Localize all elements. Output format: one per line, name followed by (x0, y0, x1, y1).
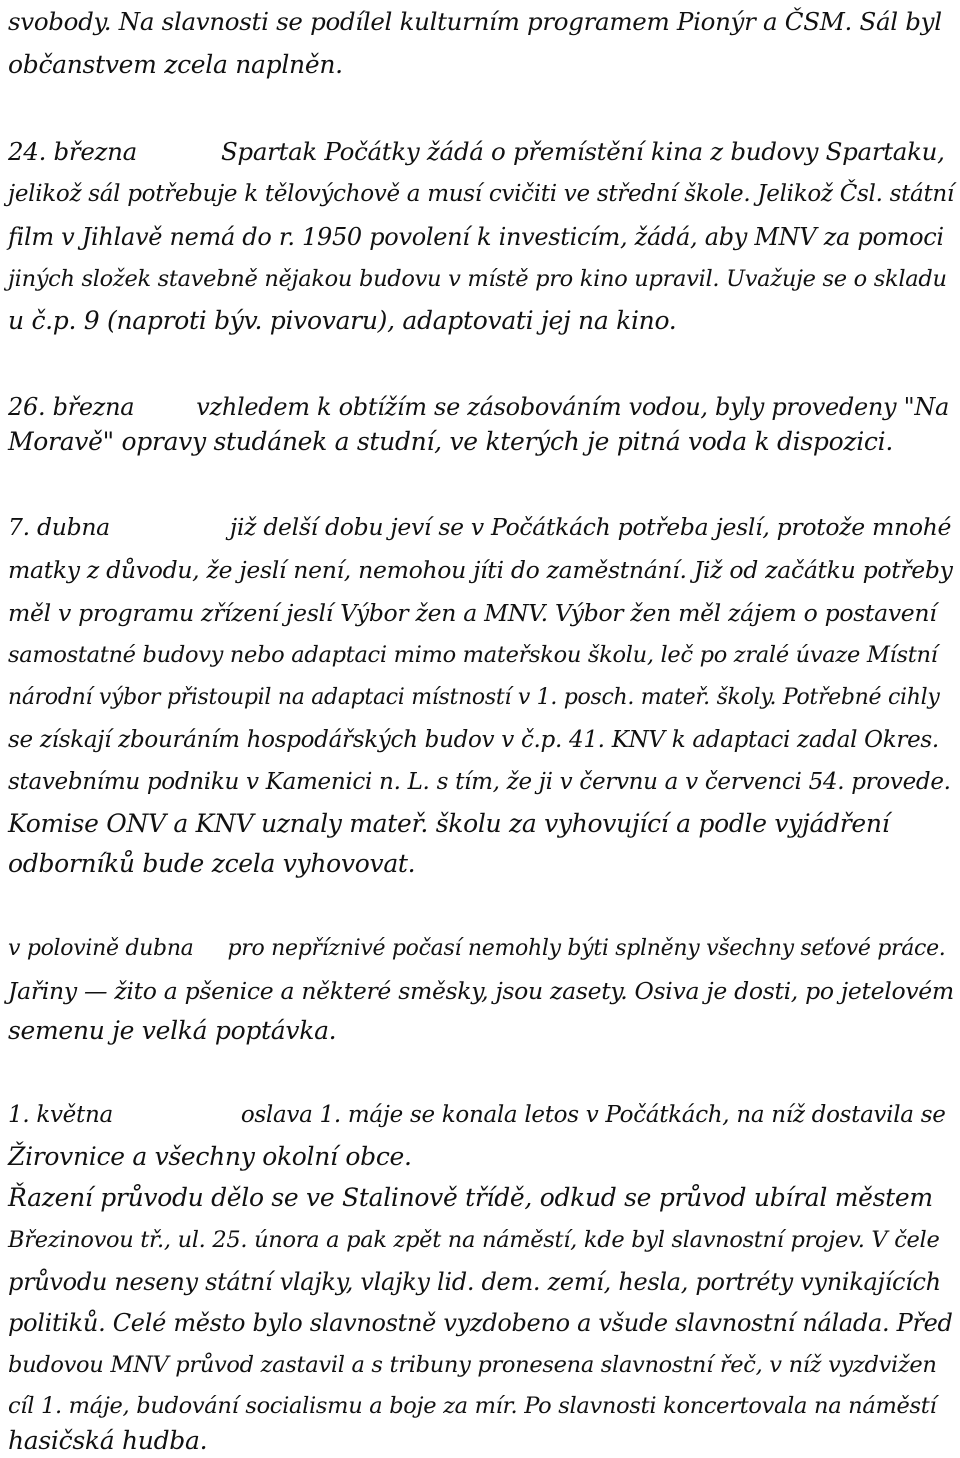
entry-date: 24. března (8, 137, 137, 166)
text-line: samostatné budovy nebo adaptaci mimo mateřskou školu, leč po zralé úvaze Místní (8, 642, 938, 668)
text-line: matky z důvodu, že jeslí není, nemohou jíti do zaměstnání. Již od začátku potřeby (8, 556, 953, 584)
text-line: u č.p. 9 (naproti býv. pivovaru), adaptovati jej na kino. (8, 306, 677, 335)
text-line: vzhledem k obtížím se zásobováním vodou, byly provedeny "Na (196, 393, 950, 421)
entry-date: v polovině dubna (8, 936, 194, 961)
text-line: jiných složek stavebně nějakou budovu v místě pro kino upravil. Uvažuje se o skladu (8, 266, 947, 292)
text-line: semenu je velká poptávka. (8, 1016, 337, 1045)
entry-march-24 (8, 135, 945, 169)
entry-mid-april (8, 932, 945, 966)
text-line: se získají zbouráním hospodářských budov v č.p. 41. KNV k adaptaci zadal Okres. (8, 727, 939, 753)
text-line: cíl 1. máje, budování socialismu a boje za mír. Po slavnosti koncertovala na náměstí (8, 1393, 937, 1419)
text-line: Spartak Počátky žádá o přemístění kina z budovy Spartaku, (220, 137, 945, 166)
text-line: pro nepříznivé počasí nemohly býti splněny všechny seťové práce. (227, 936, 946, 961)
text-line: Žirovnice a všechny okolní obce. (8, 1142, 412, 1171)
text-line: stavebnímu podniku v Kamenici n. L. s tím, že ji v červnu a v červenci 54. provede. (8, 769, 951, 795)
entry-date: 1. května (8, 1102, 113, 1128)
text-line: měl v programu zřízení jeslí Výbor žen a MNV. Výbor žen měl zájem o postavení (8, 599, 937, 627)
entry-date: 26. března (8, 393, 135, 421)
text-line: film v Jihlavě nemá do r. 1950 povolení k investicím, žádá, aby MNV za pomoci (8, 223, 944, 251)
text-line: hasičská hudba. (8, 1426, 208, 1455)
text-line: Jařiny — žito a pšenice a některé směsky, jsou zasety. Osiva je dosti, po jetelovém (8, 977, 954, 1005)
text-line: oslava 1. máje se konala letos v Počátkách, na níž dostavila se (240, 1102, 946, 1128)
entry-may-1 (8, 1098, 946, 1132)
text-line: Březinovou tř., ul. 25. února a pak zpět na náměstí, kde byl slavnostní projev. V čele (8, 1227, 940, 1253)
text-line: budovou MNV průvod zastavil a s tribuny pronesena slavnostní řeč, v níž vyzdvižen (8, 1352, 937, 1378)
text-line: Komise ONV a KNV uznaly mateř. školu za vyhovující a podle vyjádření (8, 809, 890, 838)
entry-date: 7. dubna (8, 513, 110, 541)
text-line: Řazení průvodu dělo se ve Stalinově třídě, odkud se průvod ubíral městem (8, 1183, 933, 1212)
text-line: politiků. Celé město bylo slavnostně vyzdobeno a všude slavnostní nálada. Před (8, 1309, 953, 1337)
text-line: odborníků bude zcela vyhovovat. (8, 849, 416, 878)
text-line: průvodu neseny státní vlajky, vlajky lid. dem. zemí, hesla, portréty vynikajících (8, 1268, 941, 1296)
text-line: svobody. Na slavnosti se podílel kulturním programem Pionýr a ČSM. Sál byl (8, 7, 942, 36)
text-line: národní výbor přistoupil na adaptaci místností v 1. posch. mateř. školy. Potřebné cihly (8, 685, 940, 710)
text-line: občanstvem zcela naplněn. (8, 50, 343, 79)
entry-march-26 (8, 390, 949, 424)
text-line: Moravě" opravy studánek a studní, ve kterých je pitná voda k dispozici. (8, 427, 893, 456)
text-line: již delší dobu jeví se v Počátkách potřeba jeslí, protože mnohé (229, 513, 952, 541)
entry-april-7 (8, 510, 951, 544)
text-line: jelikož sál potřebuje k tělovýchově a musí cvičiti ve střední škole. Jelikož Čsl. státní (8, 181, 954, 207)
